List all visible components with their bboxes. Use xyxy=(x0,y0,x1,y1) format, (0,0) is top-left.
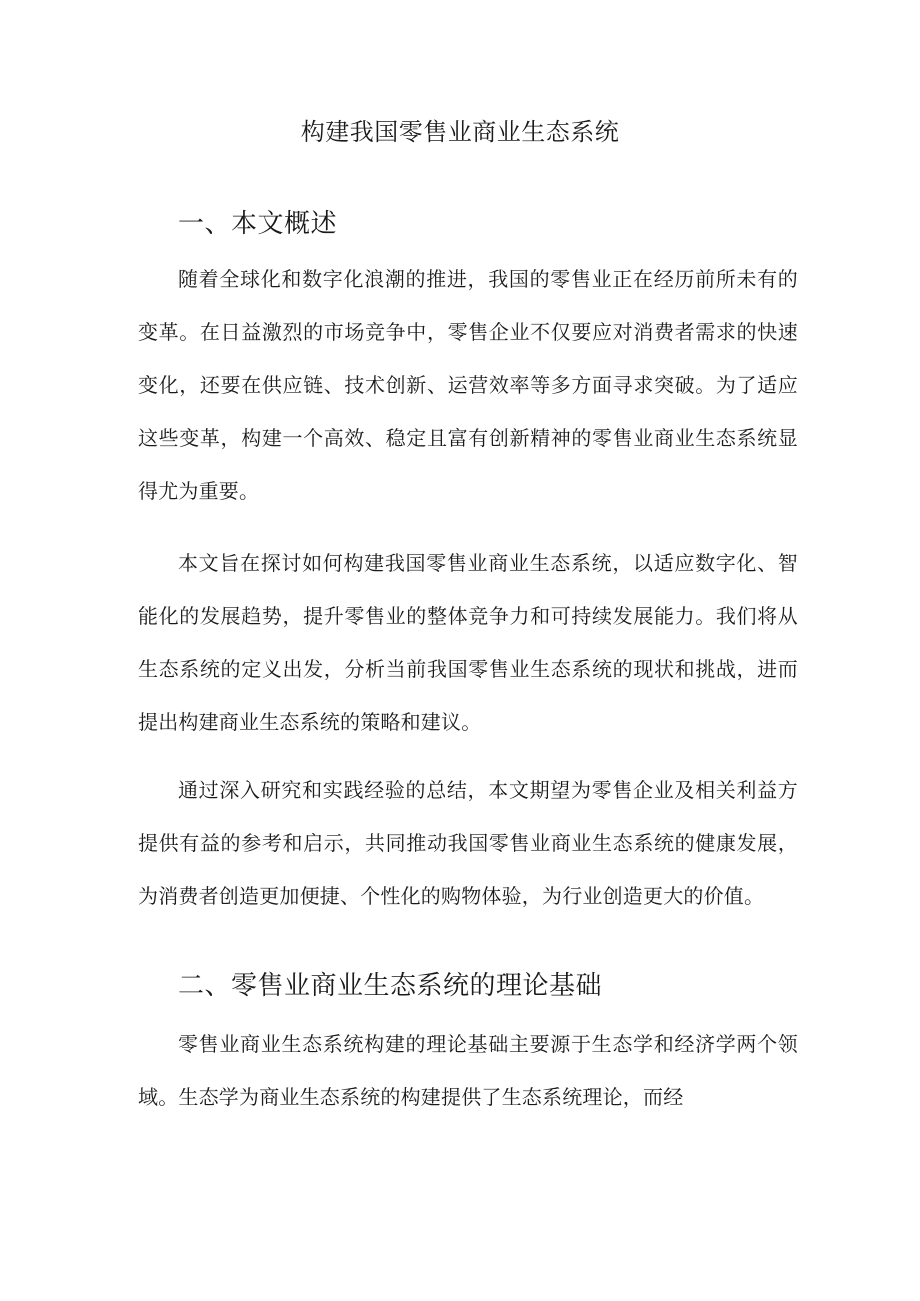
section-heading-overview: 一、本文概述 xyxy=(178,209,338,239)
paragraph-overview-3: 通过深入研究和实践经验的总结，本文期望为零售企业及相关利益方提供有益的参考和启示，共同推动我国零售业商业生态系统的健康发展，为消费者创造更加便捷、个性化的购物体验，为行业创造更大的价值。 xyxy=(138,778,798,908)
section-heading-theory: 二、零售业商业生态系统的理论基础 xyxy=(178,971,603,1001)
paragraph-theory-1: 零售业商业生态系统构建的理论基础主要源于生态学和经济学两个领域。生态学为商业生态系统的构建提供了生态系统理论，而经 xyxy=(138,1032,798,1109)
paragraph-overview-2: 本文旨在探讨如何构建我国零售业商业生态系统，以适应数字化、智能化的发展趋势，提升零售业的整体竞争力和可持续发展能力。我们将从生态系统的定义出发，分析当前我国零售业生态系统的现状和挑战，进而提出构建商业生态系统的策略和建议。 xyxy=(138,551,798,734)
document-title: 构建我国零售业商业生态系统 xyxy=(300,118,620,146)
paragraph-overview-1: 随着全球化和数字化浪潮的推进，我国的零售业正在经历前所未有的变革。在日益激烈的市场竞争中，零售企业不仅要应对消费者需求的快速变化，还要在供应链、技术创新、运营效率等多方面寻求突破。为了适应这些变革，构建一个高效、稳定且富有创新精神的零售业商业生态系统显得尤为重要。 xyxy=(138,267,798,503)
